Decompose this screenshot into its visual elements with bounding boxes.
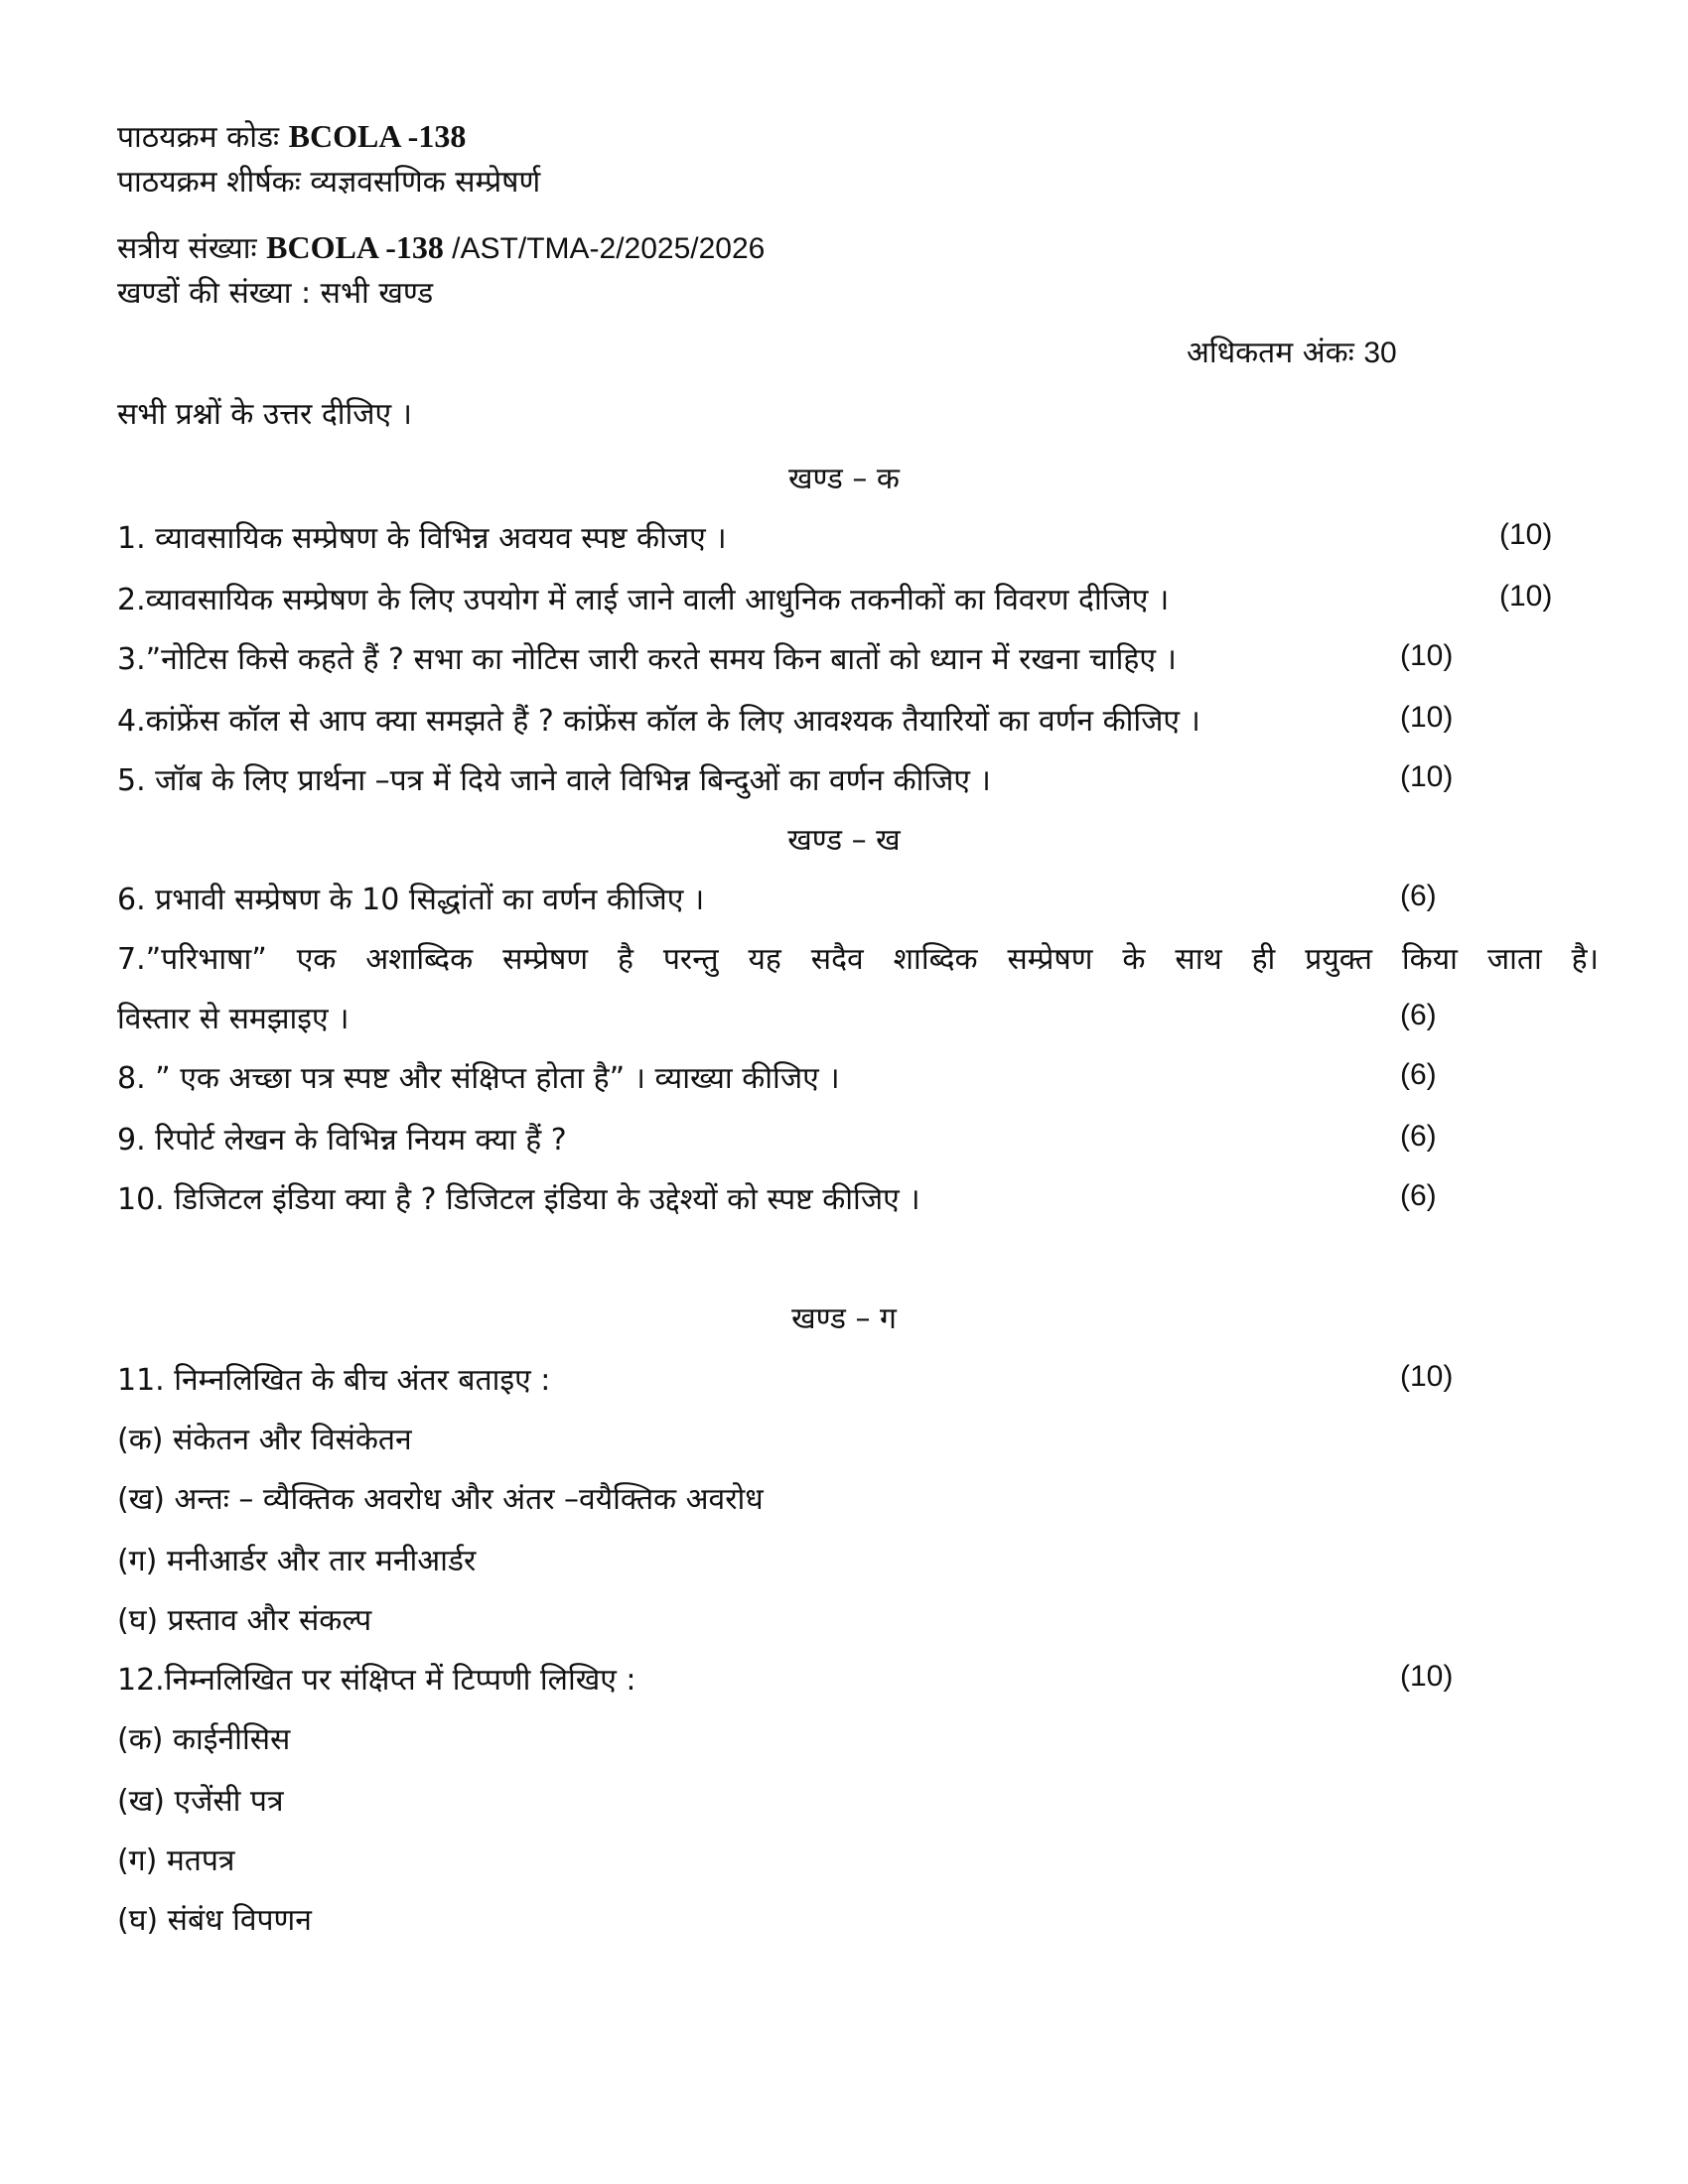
question-3-marks: (10) [1400, 639, 1454, 672]
question-10-marks: (6) [1400, 1179, 1437, 1212]
question-7-marks: (6) [1400, 999, 1437, 1031]
section-c-title: खण्ड – ग [791, 1301, 897, 1336]
question-10: 10. डिजिटल इंडिया क्या है ? डिजिटल इंडिया के उद्देश्यों को स्पष्ट कीजिए । [117, 1182, 920, 1217]
blocks-line: खण्डों की संख्या : सभी खण्ड [117, 276, 434, 311]
question-12-item: (घ) संबंध विपणन [117, 1903, 312, 1938]
course-title-line [117, 165, 540, 201]
question-4: 4.कांफ्रेंस कॉल से आप क्या समझते हैं ? कांफ्रेंस कॉल के लिए आवश्यक तैयारियों का वर्णन कीजिए । [117, 704, 1200, 739]
question-12-item: (ग) मतपत्र [117, 1843, 235, 1878]
question-1-marks: (10) [1499, 518, 1553, 551]
question-12: 12.निम्नलिखित पर संक्षिप्त में टिप्पणी लिखिए : [117, 1663, 636, 1698]
question-2: 2.व्यावसायिक सम्प्रेषण के लिए उपयोग में लाई जाने वाली आधुनिक तकनीकों का विवरण दीजिए । [117, 583, 1170, 617]
question-7-line-2: विस्तार से समझाइए । [117, 1002, 350, 1036]
instruction: सभी प्रश्नों के उत्तर दीजिए । [117, 397, 413, 432]
max-marks-line [1187, 336, 1397, 371]
question-11-item: (क) संकेतन और विसंकेतन [117, 1423, 412, 1457]
course-code: BCOLA -138 [288, 118, 467, 154]
question-7-line-1: 7.”परिभाषा” एक अशाब्दिक सम्प्रेषण है परन्तु यह सदैव शाब्दिक सम्प्रेषण के साथ ही प्रयुक्त किया जाता है। [117, 942, 1599, 977]
course-title-label: पाठयक्रम शीर्षकः [117, 165, 301, 200]
question-12-item: (क) काईनीसिस [117, 1722, 291, 1757]
question-9-marks: (6) [1400, 1120, 1437, 1153]
question-11: 11. निम्नलिखित के बीच अंतर बताइए : [117, 1363, 551, 1398]
assignment-label: सत्रीय संख्याः [117, 231, 257, 266]
assignment-line [117, 228, 765, 267]
course-code-line [117, 117, 466, 156]
assignment-code-bold: BCOLA -138 [266, 229, 444, 265]
question-3: 3.”नोटिस किसे कहते हैं ? सभा का नोटिस जारी करते समय किन बातों को ध्यान में रखना चाहिए । [117, 642, 1177, 677]
max-marks-value: 30 [1363, 337, 1397, 369]
question-1: 1. व्यावसायिक सम्प्रेषण के विभिन्न अवयव स्पष्ट कीजए । [117, 521, 727, 556]
question-12-item: (ख) एजेंसी पत्र [117, 1784, 284, 1819]
question-6: 6. प्रभावी सम्प्रेषण के 10 सिद्धांतों का वर्णन कीजिए । [117, 883, 705, 917]
max-marks-label: अधिकतम अंकः [1187, 336, 1354, 370]
question-11-item: (ख) अन्तः – व्यैक्तिक अवरोध और अंतर –वयैक्तिक अवरोध [117, 1482, 764, 1517]
question-11-item: (ग) मनीआर्डर और तार मनीआर्डर [117, 1544, 477, 1578]
question-8: 8. ” एक अच्छा पत्र स्पष्ट और संक्षिप्त होता है” । व्याख्या कीजिए । [117, 1061, 840, 1096]
assignment-code-rest: /AST/TMA-2/2025/2026 [443, 232, 766, 265]
course-code-label: पाठयक्रम कोडः [117, 120, 280, 155]
question-8-marks: (6) [1400, 1058, 1437, 1091]
question-5: 5. जॉब के लिए प्रार्थना –पत्र में दिये जाने वाले विभिन्न बिन्दुओं का वर्णन कीजिए । [117, 763, 991, 798]
question-6-marks: (6) [1400, 880, 1437, 912]
question-2-marks: (10) [1499, 580, 1553, 613]
question-4-marks: (10) [1400, 701, 1454, 734]
section-b-title: खण्ड – ख [787, 823, 901, 858]
question-11-marks: (10) [1400, 1360, 1454, 1393]
question-11-item: (घ) प्रस्ताव और संकल्प [117, 1603, 372, 1638]
section-a-title: खण्ड – क [788, 462, 900, 496]
question-12-marks: (10) [1400, 1660, 1454, 1693]
question-5-marks: (10) [1400, 760, 1454, 793]
course-title: व्यज्ञवसणिक सम्प्रेषर्ण [310, 165, 541, 200]
question-9: 9. रिपोर्ट लेखन के विभिन्न नियम क्या हैं ? [117, 1123, 567, 1158]
